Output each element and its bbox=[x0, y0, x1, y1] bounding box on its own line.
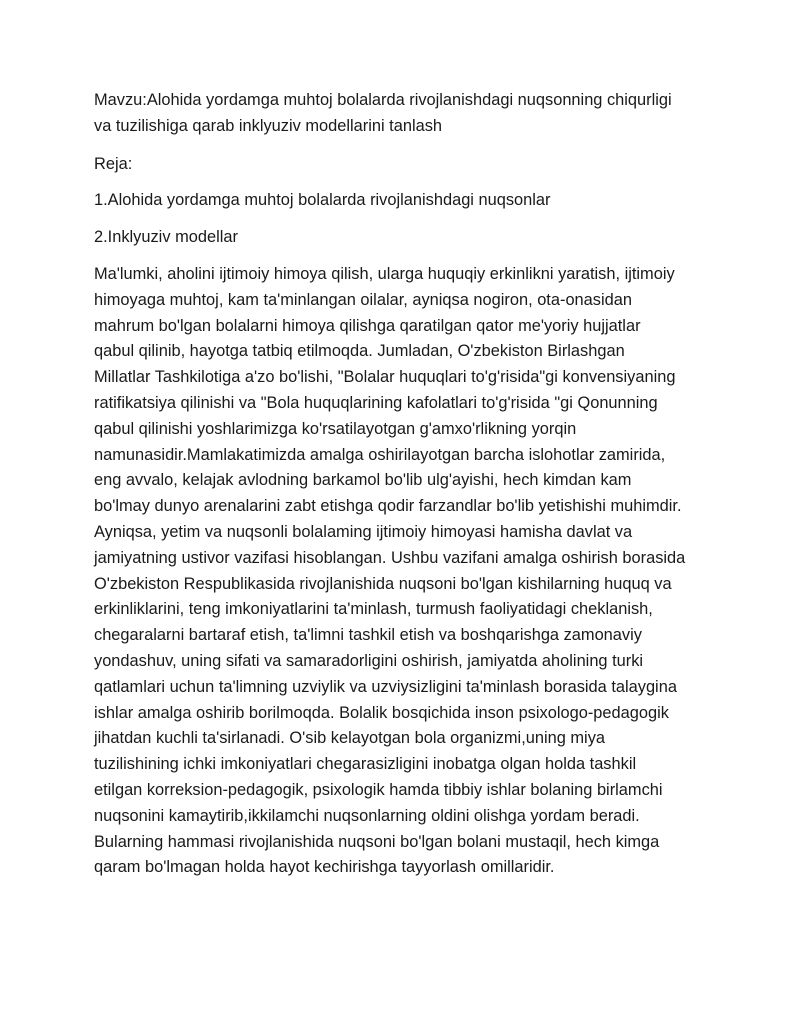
body-line: namunasidir.Mamlakatimizda amalga oshirilayotgan barcha islohotlar zamirida, bbox=[94, 445, 666, 464]
body-line: qabul qilinib, hayotga tatbiq etilmoqda. Jumladan, O'zbekiston Birlashgan bbox=[94, 342, 625, 361]
body-line: eng avvalo, kelajak avlodning barkamol bo'lib ulg'ayishi, hech kimdan kam bbox=[94, 471, 632, 490]
body-line: himoyaga muhtoj, kam ta'minlangan oilalar, ayniqsa nogiron, ota-onasidan bbox=[94, 290, 632, 309]
body-line: O'zbekiston Respublikasida rivojlanishida nuqsoni bo'lgan kishilarning huquq va bbox=[94, 574, 672, 593]
body-line: nuqsonini kamaytirib,ikkilamchi nuqsonlarning oldini olishga yordam beradi. bbox=[94, 806, 640, 825]
body-line: tuzilishining ichki imkoniyatlari chegarasizligini inobatga olgan holda tashkil bbox=[94, 755, 637, 774]
body-line: yondashuv, uning sifati va samaradorligini oshirish, jamiyatda aholining turki bbox=[94, 651, 644, 670]
plan-heading-text: Reja: bbox=[94, 154, 133, 173]
body-line: qabul qilinishi yoshlarimizga ko'rsatilayotgan g'amxo'rlikning yorqin bbox=[94, 419, 577, 438]
body-line: etilgan korreksion-pedagogik, psixologik hamda tibbiy ishlar bolaning birlamchi bbox=[94, 780, 663, 799]
plan-item bbox=[94, 188, 718, 214]
body-line: jamiyatning ustivor vazifasi hisoblangan. Ushbu vazifani amalga oshirish borasida bbox=[94, 548, 686, 567]
body-line: ishlar amalga oshirib borilmoqda. Bolalik bosqichida inson psixologo-pedagogik bbox=[94, 703, 669, 722]
body-line: Bularning hammasi rivojlanishida nuqsoni bo'lgan bolani mustaqil, hech kimga bbox=[94, 832, 660, 851]
body-line: mahrum bo'lgan bolalarni himoya qilishga qaratilgan qator me'yoriy hujjatlar bbox=[94, 316, 641, 335]
plan-item bbox=[94, 225, 718, 251]
body-line: jihatdan kuchli ta'sirlanadi. O'sib kelayotgan bola organizmi,uning miya bbox=[94, 729, 606, 748]
body-line: erkinliklarini, teng imkoniyatlarini ta'minlash, turmush faoliyatidagi cheklanish, bbox=[94, 600, 653, 619]
title-line: Mavzu:Alohida yordamga muhtoj bolalarda rivojlanishdagi nuqsonning chiqurligi bbox=[94, 91, 672, 109]
body-line: qaram bo'lmagan holda hayot kechirishga tayyorlash omillaridir. bbox=[94, 858, 555, 877]
title-line: va tuzilishiga qarab inklyuziv modellarini tanlash bbox=[94, 116, 443, 135]
document-title bbox=[94, 88, 718, 140]
plan-item-text: 2.Inklyuziv modellar bbox=[94, 228, 238, 247]
plan-heading bbox=[94, 152, 718, 178]
body-line: Ma'lumki, aholini ijtimoiy himoya qilish, ularga huquqiy erkinlikni yaratish, ijtimoiy bbox=[94, 264, 675, 283]
plan-item-text: 1.Alohida yordamga muhtoj bolalarda rivojlanishdagi nuqsonlar bbox=[94, 191, 551, 210]
body-line: Ayniqsa, yetim va nuqsonli bolalaming ijtimoiy himoyasi hamisha davlat va bbox=[94, 522, 633, 541]
body-paragraph bbox=[94, 262, 718, 881]
body-line: bo'lmay dunyo arenalarini zabt etishga qodir farzandlar bo'lib yetishishi muhimdir. bbox=[94, 497, 682, 516]
body-line: qatlamlari uchun ta'limning uzviylik va uzviysizligini ta'minlash borasida talaygina bbox=[94, 677, 677, 696]
body-line: chegaralarni bartaraf etish, ta'limni tashkil etish va boshqarishga zamonaviy bbox=[94, 626, 642, 645]
body-line: Millatlar Tashkilotiga a'zo bo'lishi, "Bolalar huquqlari to'g'risida"gi konvensiyaning bbox=[94, 368, 676, 387]
body-line: ratifikatsiya qilinishi va "Bola huquqlarining kafolatlari to'g'risida "gi Qonunning bbox=[94, 393, 658, 412]
document-content bbox=[94, 88, 718, 881]
